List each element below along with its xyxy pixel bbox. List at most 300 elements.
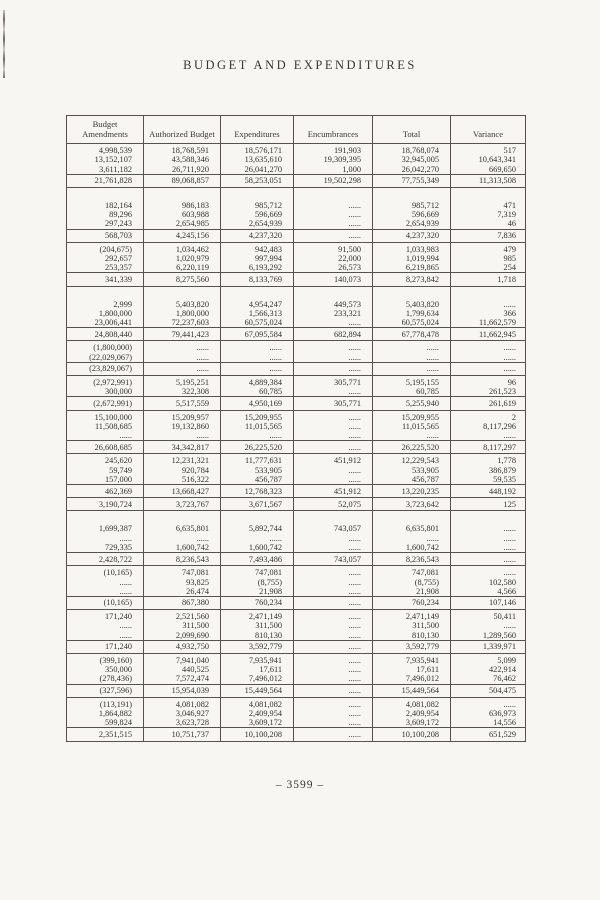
table-cell: ...... — [451, 341, 526, 353]
total-cell: ...... — [144, 362, 221, 375]
table-cell: ...... — [294, 709, 373, 718]
total-cell: ...... — [294, 640, 373, 653]
table-cell: 3,046,927 — [144, 709, 221, 718]
table-cell: 7,496,012 — [221, 674, 294, 684]
table-row — [67, 309, 526, 318]
table-cell: 21,908 — [373, 587, 451, 597]
table-cell: ...... — [451, 300, 526, 309]
table-cell: 2,654,985 — [144, 219, 221, 229]
table-row — [67, 242, 526, 254]
table-cell: 1,034,462 — [144, 242, 221, 254]
table-cell: 17,611 — [373, 665, 451, 674]
table-cell: 2,654,939 — [373, 219, 451, 229]
table-cell: ...... — [294, 631, 373, 641]
total-cell: 8,236,543 — [373, 553, 451, 566]
total-row — [67, 684, 526, 697]
column-header: Encumbrances — [294, 116, 373, 144]
table-cell: ...... — [294, 387, 373, 397]
table-cell: 1,566,313 — [221, 309, 294, 318]
table-cell: ...... — [119, 533, 132, 543]
table-cell: 19,309,395 — [294, 155, 373, 164]
table-cell: 182,164 — [105, 201, 132, 210]
table-cell: 1,000 — [294, 165, 373, 175]
table-row — [67, 387, 526, 397]
total-row — [67, 498, 526, 511]
total-cell: (10,165) — [67, 596, 144, 609]
table-cell: 60,575,024 — [221, 318, 294, 328]
total-cell: 743,057 — [294, 553, 373, 566]
total-cell: 5,255,940 — [373, 397, 451, 410]
table-cell: 4,081,082 — [144, 697, 221, 709]
table-cell: 2 — [451, 410, 526, 422]
total-cell: 26,608,685 — [67, 441, 144, 454]
table-cell: 3,611,182 — [99, 164, 132, 174]
table-cell: ...... — [373, 341, 451, 353]
table-cell: 533,905 — [373, 466, 451, 475]
total-cell: 15,954,039 — [144, 684, 221, 697]
table-cell: 985,712 — [373, 201, 451, 210]
table-cell: (8,755) — [373, 578, 451, 587]
total-cell: 3,671,567 — [221, 498, 294, 511]
table-cell: 171,240 — [105, 612, 132, 622]
table-cell: ...... — [144, 353, 221, 363]
table-row — [67, 665, 526, 674]
table-cell: ...... — [294, 341, 373, 353]
table-cell: 18,768,074 — [373, 144, 451, 156]
table-cell: ...... — [294, 566, 373, 578]
table-cell: 46 — [451, 219, 526, 229]
total-cell: 682,894 — [294, 328, 373, 341]
table-row — [67, 587, 526, 597]
total-cell: 8,236,543 — [144, 553, 221, 566]
table-cell: 17,611 — [221, 665, 294, 674]
column-header: Variance — [451, 116, 526, 144]
total-cell: 11,662,945 — [451, 328, 526, 341]
table-cell: 4,081,082 — [221, 697, 294, 709]
total-row — [67, 174, 526, 187]
total-cell: 10,100,208 — [373, 728, 451, 741]
table-cell: ...... — [451, 431, 526, 441]
total-cell: 4,237,320 — [221, 229, 294, 242]
table-cell: 942,483 — [221, 242, 294, 254]
table-cell: 297,243 — [105, 219, 132, 229]
table-cell: 5,892,744 — [221, 524, 294, 533]
total-cell: 261,619 — [451, 397, 526, 410]
total-cell: 52,075 — [294, 498, 373, 511]
table-row — [67, 341, 526, 353]
table-cell: 636,973 — [451, 709, 526, 718]
table-cell: 1,019,994 — [373, 254, 451, 263]
spacer-cell — [144, 188, 221, 202]
total-cell: 34,342,817 — [144, 441, 221, 454]
table-cell: 26,042,270 — [373, 165, 451, 175]
table-cell: 985 — [451, 254, 526, 263]
table-cell: ...... — [144, 534, 221, 543]
table-cell: 7,572,474 — [144, 674, 221, 684]
table-row — [67, 300, 526, 309]
total-cell: (2,672,991) — [67, 397, 144, 410]
table-cell: 15,209,955 — [221, 410, 294, 422]
table-cell: 3,609,172 — [221, 718, 294, 728]
table-cell: 26,474 — [144, 587, 221, 597]
table-row — [67, 578, 526, 587]
table-cell: ...... — [294, 621, 373, 630]
spacer-cell — [294, 511, 373, 525]
table-cell: 13,635,610 — [221, 155, 294, 164]
total-cell: 5,517,559 — [144, 397, 221, 410]
total-cell: 3,723,642 — [373, 498, 451, 511]
table-cell: 4,998,539 — [98, 146, 132, 156]
table-cell: 311,500 — [221, 621, 294, 630]
table-cell: 18,768,591 — [144, 144, 221, 156]
total-cell: 2,351,515 — [67, 728, 144, 741]
spacer-cell — [221, 511, 294, 525]
table-row — [67, 653, 526, 665]
table-row — [67, 254, 526, 263]
total-cell: 15,449,564 — [373, 684, 451, 697]
table-cell: 12,231,321 — [144, 454, 221, 466]
table-cell: 60,575,024 — [373, 318, 451, 328]
table-row — [67, 155, 526, 164]
table-cell: 59,535 — [451, 475, 526, 485]
total-cell: 19,502,298 — [294, 174, 373, 187]
table-cell: 2,099,690 — [144, 631, 221, 641]
total-cell: 305,771 — [294, 397, 373, 410]
table-cell: 7,496,012 — [373, 674, 451, 684]
table-cell: 22,000 — [294, 254, 373, 263]
total-cell: 79,441,423 — [144, 328, 221, 341]
table-group — [67, 376, 526, 411]
table-cell: 311,500 — [144, 621, 221, 630]
total-cell: 1,718 — [451, 273, 526, 286]
table-cell: 2,521,560 — [144, 610, 221, 622]
table-cell: 14,556 — [451, 718, 526, 728]
total-row — [67, 596, 526, 609]
table-cell: 1,800,000 — [98, 308, 132, 318]
total-row — [67, 640, 526, 653]
table-cell: 11,508,685 — [94, 421, 132, 431]
table-cell: 2,471,149 — [221, 610, 294, 622]
total-cell: 1,339,971 — [451, 640, 526, 653]
table-cell: ...... — [294, 318, 373, 328]
table-cell: 2,409,954 — [221, 709, 294, 718]
table-cell: 18,576,171 — [221, 144, 294, 156]
total-cell: 67,778,478 — [373, 328, 451, 341]
total-cell: 24,808,440 — [67, 328, 144, 341]
table-cell: 7,319 — [451, 210, 526, 219]
table-row — [67, 210, 526, 219]
table-cell: ...... — [294, 674, 373, 684]
total-row — [67, 553, 526, 566]
table-cell: ...... — [119, 431, 132, 441]
table-cell: 3,609,172 — [373, 718, 451, 728]
page-number: – 3599 – — [275, 779, 325, 791]
table-cell: 1,778 — [451, 454, 526, 466]
total-cell: ...... — [294, 684, 373, 697]
table-cell: 91,500 — [294, 242, 373, 254]
spacer-cell — [451, 511, 526, 525]
table-cell: ...... — [294, 543, 373, 553]
table-cell: 533,905 — [221, 466, 294, 475]
table-cell: 292,657 — [105, 254, 132, 264]
table-cell: (204,675) — [99, 244, 132, 254]
table-cell: 2,471,149 — [373, 610, 451, 622]
table-cell: 59,749 — [109, 465, 132, 475]
table-cell: ...... — [119, 630, 132, 640]
table-row — [67, 318, 526, 328]
spacer-row — [67, 511, 526, 525]
total-cell: 8,275,560 — [144, 273, 221, 286]
table-group — [67, 610, 526, 654]
column-header: Authorized Budget — [144, 116, 221, 144]
total-cell: 171,240 — [67, 640, 144, 653]
table-cell: 11,015,565 — [221, 422, 294, 431]
table-group — [67, 498, 526, 511]
table-cell: ...... — [294, 201, 373, 210]
table-cell: (8,755) — [221, 578, 294, 587]
total-cell: 4,950,169 — [221, 397, 294, 410]
table-cell: ...... — [451, 534, 526, 543]
total-cell: 67,095,584 — [221, 328, 294, 341]
table-cell: 4,566 — [451, 587, 526, 597]
table-cell: ...... — [144, 341, 221, 353]
table-row — [67, 263, 526, 273]
table-group — [67, 188, 526, 243]
table-cell: 12,229,543 — [373, 454, 451, 466]
table-cell: 245,620 — [105, 456, 132, 466]
total-cell: 13,668,427 — [144, 485, 221, 498]
table-cell: 11,662,579 — [451, 318, 526, 328]
table-cell: 191,903 — [294, 144, 373, 156]
total-cell: 89,068,857 — [144, 174, 221, 187]
total-cell: 4,245,156 — [144, 229, 221, 242]
total-row — [67, 273, 526, 286]
table-cell: 2,409,954 — [373, 709, 451, 718]
spacer-cell — [451, 286, 526, 300]
table-cell: 76,462 — [451, 674, 526, 684]
spacer-cell — [221, 286, 294, 300]
table-row — [67, 431, 526, 441]
table-cell: ...... — [451, 621, 526, 630]
table-cell: (2,972,991) — [93, 378, 132, 388]
total-cell: (23,829,067) — [67, 362, 144, 375]
total-cell: 3,592,779 — [221, 640, 294, 653]
table-cell: ...... — [221, 353, 294, 363]
table-cell: 449,573 — [294, 300, 373, 309]
total-cell: 140,073 — [294, 273, 373, 286]
table-cell: 2,999 — [113, 299, 132, 309]
table-cell: ...... — [294, 653, 373, 665]
table-cell: 7,941,040 — [144, 653, 221, 665]
table-row — [67, 543, 526, 553]
table-cell: 43,588,346 — [144, 155, 221, 164]
total-cell: 4,932,750 — [144, 640, 221, 653]
table-cell: ...... — [119, 621, 132, 631]
column-header: Expenditures — [221, 116, 294, 144]
total-cell: (327,596) — [67, 684, 144, 697]
table-cell: (1,800,000) — [93, 343, 132, 353]
table-cell: 5,403,820 — [373, 300, 451, 309]
total-cell: ...... — [451, 553, 526, 566]
table-cell: 603,988 — [144, 210, 221, 219]
table-cell: ...... — [373, 431, 451, 441]
page-title: BUDGET AND EXPENDITURES — [183, 58, 417, 72]
table-cell: 386,879 — [451, 466, 526, 475]
table-group — [67, 341, 526, 376]
spacer-cell — [67, 188, 144, 202]
table-cell: 1,600,742 — [144, 543, 221, 553]
table-cell: ...... — [451, 697, 526, 709]
total-cell: 760,234 — [221, 596, 294, 609]
table-cell: 10,643,341 — [451, 155, 526, 164]
table-cell: 233,321 — [294, 309, 373, 318]
table-cell: 26,711,920 — [144, 165, 221, 175]
table-cell: (399,160) — [99, 655, 132, 665]
total-row — [67, 362, 526, 375]
total-cell: 504,475 — [451, 684, 526, 697]
budget-table-container — [66, 115, 525, 742]
total-cell: ...... — [294, 362, 373, 375]
table-row — [67, 534, 526, 543]
table-cell: 21,908 — [221, 587, 294, 597]
table-cell: 322,308 — [144, 387, 221, 397]
table-cell: 747,081 — [373, 566, 451, 578]
table-row — [67, 621, 526, 630]
table-cell: 516,322 — [144, 475, 221, 485]
table-cell: 7,935,941 — [373, 653, 451, 665]
spacer-row — [67, 188, 526, 202]
total-cell: ...... — [294, 728, 373, 741]
table-row — [67, 697, 526, 709]
table-row — [67, 165, 526, 175]
table-cell: 6,220,119 — [144, 263, 221, 273]
table-row — [67, 524, 526, 533]
total-row — [67, 328, 526, 341]
total-cell: 8,133,769 — [221, 273, 294, 286]
table-row — [67, 631, 526, 641]
table-cell: 96 — [451, 376, 526, 388]
table-cell: ...... — [221, 534, 294, 543]
column-header: Budget Amendments — [67, 116, 144, 144]
total-cell: 3,723,767 — [144, 498, 221, 511]
total-cell: 21,761,828 — [67, 174, 144, 187]
table-cell: 985,712 — [221, 201, 294, 210]
table-cell: 1,800,000 — [144, 309, 221, 318]
table-cell: ...... — [451, 524, 526, 533]
table-cell: 810,130 — [373, 631, 451, 641]
table-cell: 596,669 — [373, 210, 451, 219]
table-cell: 5,195,155 — [373, 376, 451, 388]
total-cell: ...... — [451, 362, 526, 375]
table-cell: 13,152,107 — [94, 155, 132, 165]
total-cell: 3,592,779 — [373, 640, 451, 653]
total-cell: 341,339 — [67, 273, 144, 286]
table-cell: 72,237,603 — [144, 318, 221, 328]
table-cell: 5,403,820 — [144, 300, 221, 309]
total-cell: ...... — [373, 362, 451, 375]
table-cell: 11,015,565 — [373, 422, 451, 431]
table-cell: 311,500 — [373, 621, 451, 630]
total-cell: 15,449,564 — [221, 684, 294, 697]
table-cell: ...... — [294, 665, 373, 674]
table-cell: ...... — [294, 410, 373, 422]
table-row — [67, 709, 526, 718]
table-cell: 93,825 — [144, 578, 221, 587]
table-cell: 1,600,742 — [221, 543, 294, 553]
table-group — [67, 242, 526, 286]
table-group — [67, 697, 526, 741]
total-cell: 8,117,297 — [451, 441, 526, 454]
table-cell: 5,195,251 — [144, 376, 221, 388]
table-cell: ...... — [294, 610, 373, 622]
total-cell: 58,253,051 — [221, 174, 294, 187]
table-cell: 456,787 — [221, 475, 294, 485]
total-cell: 4,237,320 — [373, 229, 451, 242]
table-cell: ...... — [294, 219, 373, 229]
total-cell: 462,369 — [67, 485, 144, 498]
table-row — [67, 353, 526, 363]
table-cell: ...... — [451, 566, 526, 578]
table-cell: ...... — [294, 718, 373, 728]
total-cell: 26,225,520 — [373, 441, 451, 454]
table-cell: 15,209,957 — [144, 410, 221, 422]
table-cell: (278,436) — [99, 674, 132, 684]
total-cell: 760,234 — [373, 596, 451, 609]
spacer-cell — [373, 188, 451, 202]
table-cell: ...... — [451, 543, 526, 553]
table-cell: 1,864,882 — [98, 708, 132, 718]
table-cell: ...... — [294, 534, 373, 543]
header-row — [67, 116, 526, 144]
table-group — [67, 566, 526, 610]
table-cell: ...... — [144, 431, 221, 441]
total-cell: 448,192 — [451, 485, 526, 498]
table-cell: ...... — [294, 431, 373, 441]
budget-table — [66, 115, 526, 742]
table-cell: 4,081,082 — [373, 697, 451, 709]
table-cell: ...... — [294, 475, 373, 485]
table-cell: (113,191) — [99, 699, 132, 709]
table-cell: 669,650 — [451, 165, 526, 175]
table-cell: 810,130 — [221, 631, 294, 641]
total-cell: 7,836 — [451, 229, 526, 242]
table-cell: ...... — [119, 577, 132, 587]
table-cell: 517 — [451, 144, 526, 156]
total-cell: 26,225,520 — [221, 441, 294, 454]
total-cell: ...... — [294, 441, 373, 454]
spacer-cell — [144, 286, 221, 300]
total-row — [67, 728, 526, 741]
spacer-cell — [373, 286, 451, 300]
table-group — [67, 511, 526, 566]
table-cell: ...... — [294, 587, 373, 597]
total-cell: 2,428,722 — [67, 553, 144, 566]
table-group — [67, 286, 526, 341]
table-cell: ...... — [294, 466, 373, 475]
spacer-cell — [373, 511, 451, 525]
table-row — [67, 610, 526, 622]
total-cell: 7,493,486 — [221, 553, 294, 566]
table-cell: 89,296 — [109, 210, 132, 220]
total-row — [67, 397, 526, 410]
table-cell: 32,945,005 — [373, 155, 451, 164]
table-cell: 1,020,979 — [144, 254, 221, 263]
table-cell: 1,699,387 — [98, 524, 132, 534]
total-cell: ...... — [294, 229, 373, 242]
table-row — [67, 566, 526, 578]
table-cell: 15,100,000 — [94, 412, 132, 422]
table-cell: 599,824 — [105, 718, 132, 728]
